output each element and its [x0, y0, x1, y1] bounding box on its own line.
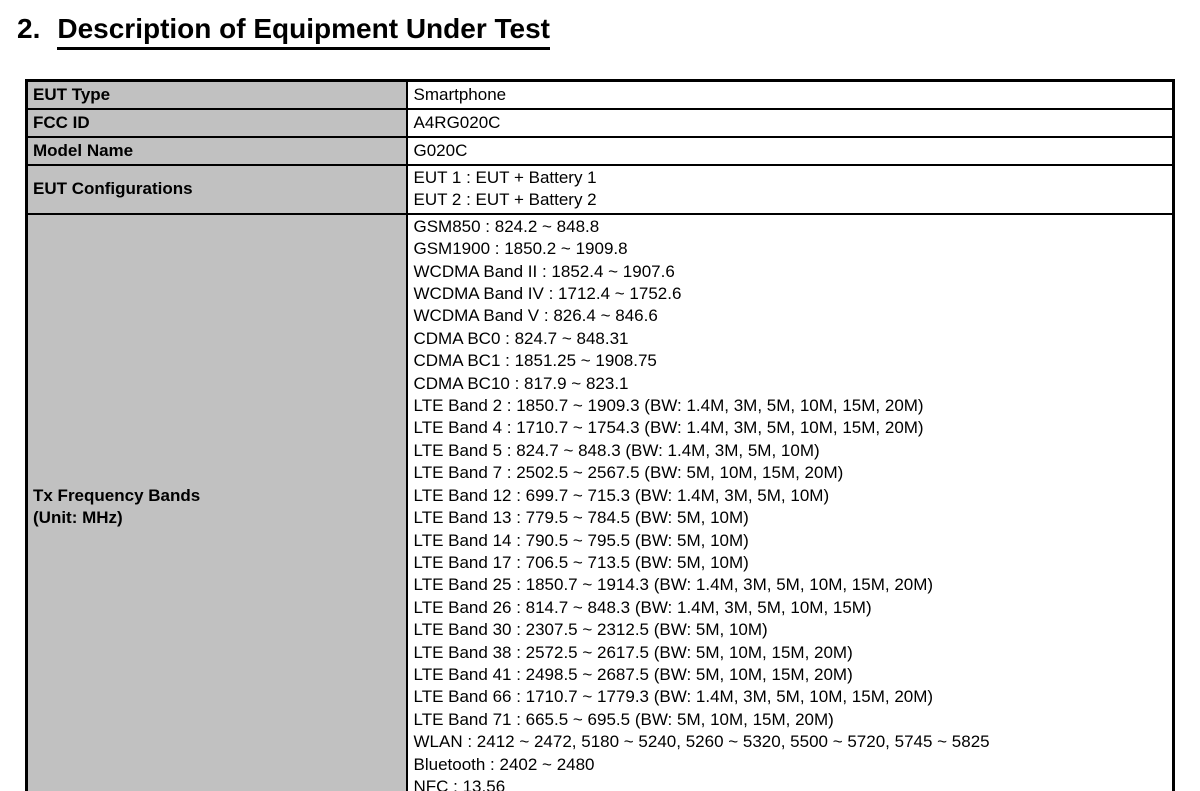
- eut-description-table: [25, 79, 1175, 791]
- table-row-eut-configurations: [27, 165, 1174, 214]
- band-line: CDMA BC10 : 817.9 ~ 823.1: [413, 373, 629, 393]
- band-line: LTE Band 38 : 2572.5 ~ 2617.5 (BW: 5M, 10M, 15M, 20M): [413, 642, 853, 662]
- row-label-eut-configurations: EUT Configurations: [27, 165, 407, 214]
- band-line: LTE Band 71 : 665.5 ~ 695.5 (BW: 5M, 10M, 15M, 20M): [413, 709, 834, 729]
- band-line: Bluetooth : 2402 ~ 2480: [413, 754, 595, 774]
- band-line: LTE Band 2 : 1850.7 ~ 1909.3 (BW: 1.4M, 3M, 5M, 10M, 15M, 20M): [413, 396, 924, 416]
- section-number: 2.: [17, 13, 41, 44]
- row-value-eut-type: Smartphone: [407, 81, 1174, 110]
- row-value-tx-frequency-bands: [407, 214, 1174, 791]
- row-label-model-name: Model Name: [27, 137, 407, 165]
- band-line: WCDMA Band II : 1852.4 ~ 1907.6: [413, 261, 675, 281]
- table-row-model-name: [27, 137, 1174, 165]
- label-line: (Unit: MHz): [33, 508, 123, 528]
- band-line: WCDMA Band IV : 1712.4 ~ 1752.6: [413, 284, 682, 304]
- row-value-fcc-id: A4RG020C: [407, 109, 1174, 137]
- band-line: LTE Band 66 : 1710.7 ~ 1779.3 (BW: 1.4M, 3M, 5M, 10M, 15M, 20M): [413, 687, 934, 707]
- band-line: LTE Band 7 : 2502.5 ~ 2567.5 (BW: 5M, 10M, 15M, 20M): [413, 463, 844, 483]
- band-line: WLAN : 2412 ~ 2472, 5180 ~ 5240, 5260 ~ 5320, 5500 ~ 5720, 5745 ~ 5825: [413, 732, 990, 752]
- band-line: LTE Band 13 : 779.5 ~ 784.5 (BW: 5M, 10M): [413, 508, 749, 528]
- config-line: EUT 2 : EUT + Battery 2: [413, 190, 597, 210]
- row-label-fcc-id: FCC ID: [27, 109, 407, 137]
- row-value-eut-configurations: [407, 165, 1174, 214]
- band-line: LTE Band 5 : 824.7 ~ 848.3 (BW: 1.4M, 3M, 5M, 10M): [413, 440, 820, 460]
- band-line: GSM850 : 824.2 ~ 848.8: [413, 216, 600, 236]
- band-line: LTE Band 30 : 2307.5 ~ 2312.5 (BW: 5M, 10M): [413, 620, 768, 640]
- section-heading: [17, 13, 1200, 50]
- band-line: LTE Band 41 : 2498.5 ~ 2687.5 (BW: 5M, 10M, 15M, 20M): [413, 664, 853, 684]
- row-label-tx-frequency-bands: [27, 214, 407, 791]
- band-line: LTE Band 4 : 1710.7 ~ 1754.3 (BW: 1.4M, 3M, 5M, 10M, 15M, 20M): [413, 418, 924, 438]
- band-line: LTE Band 26 : 814.7 ~ 848.3 (BW: 1.4M, 3M, 5M, 10M, 15M): [413, 597, 872, 617]
- band-line: LTE Band 14 : 790.5 ~ 795.5 (BW: 5M, 10M): [413, 530, 749, 550]
- config-line: EUT 1 : EUT + Battery 1: [413, 168, 597, 187]
- band-line: NFC : 13.56: [413, 776, 506, 791]
- table-row-eut-type: [27, 81, 1174, 110]
- band-line: LTE Band 12 : 699.7 ~ 715.3 (BW: 1.4M, 3M, 5M, 10M): [413, 485, 830, 505]
- table-row-fcc-id: [27, 109, 1174, 137]
- section-title: Description of Equipment Under Test: [57, 13, 550, 50]
- row-label-eut-type: EUT Type: [27, 81, 407, 110]
- band-line: CDMA BC0 : 824.7 ~ 848.31: [413, 328, 629, 348]
- band-line: LTE Band 17 : 706.5 ~ 713.5 (BW: 5M, 10M): [413, 552, 749, 572]
- table-row-tx-frequency-bands: [27, 214, 1174, 791]
- band-line: LTE Band 25 : 1850.7 ~ 1914.3 (BW: 1.4M, 3M, 5M, 10M, 15M, 20M): [413, 575, 934, 595]
- band-line: WCDMA Band V : 826.4 ~ 846.6: [413, 306, 658, 326]
- band-line: CDMA BC1 : 1851.25 ~ 1908.75: [413, 351, 657, 371]
- band-line: GSM1900 : 1850.2 ~ 1909.8: [413, 239, 628, 259]
- label-line: Tx Frequency Bands: [33, 485, 201, 505]
- row-value-model-name: G020C: [407, 137, 1174, 165]
